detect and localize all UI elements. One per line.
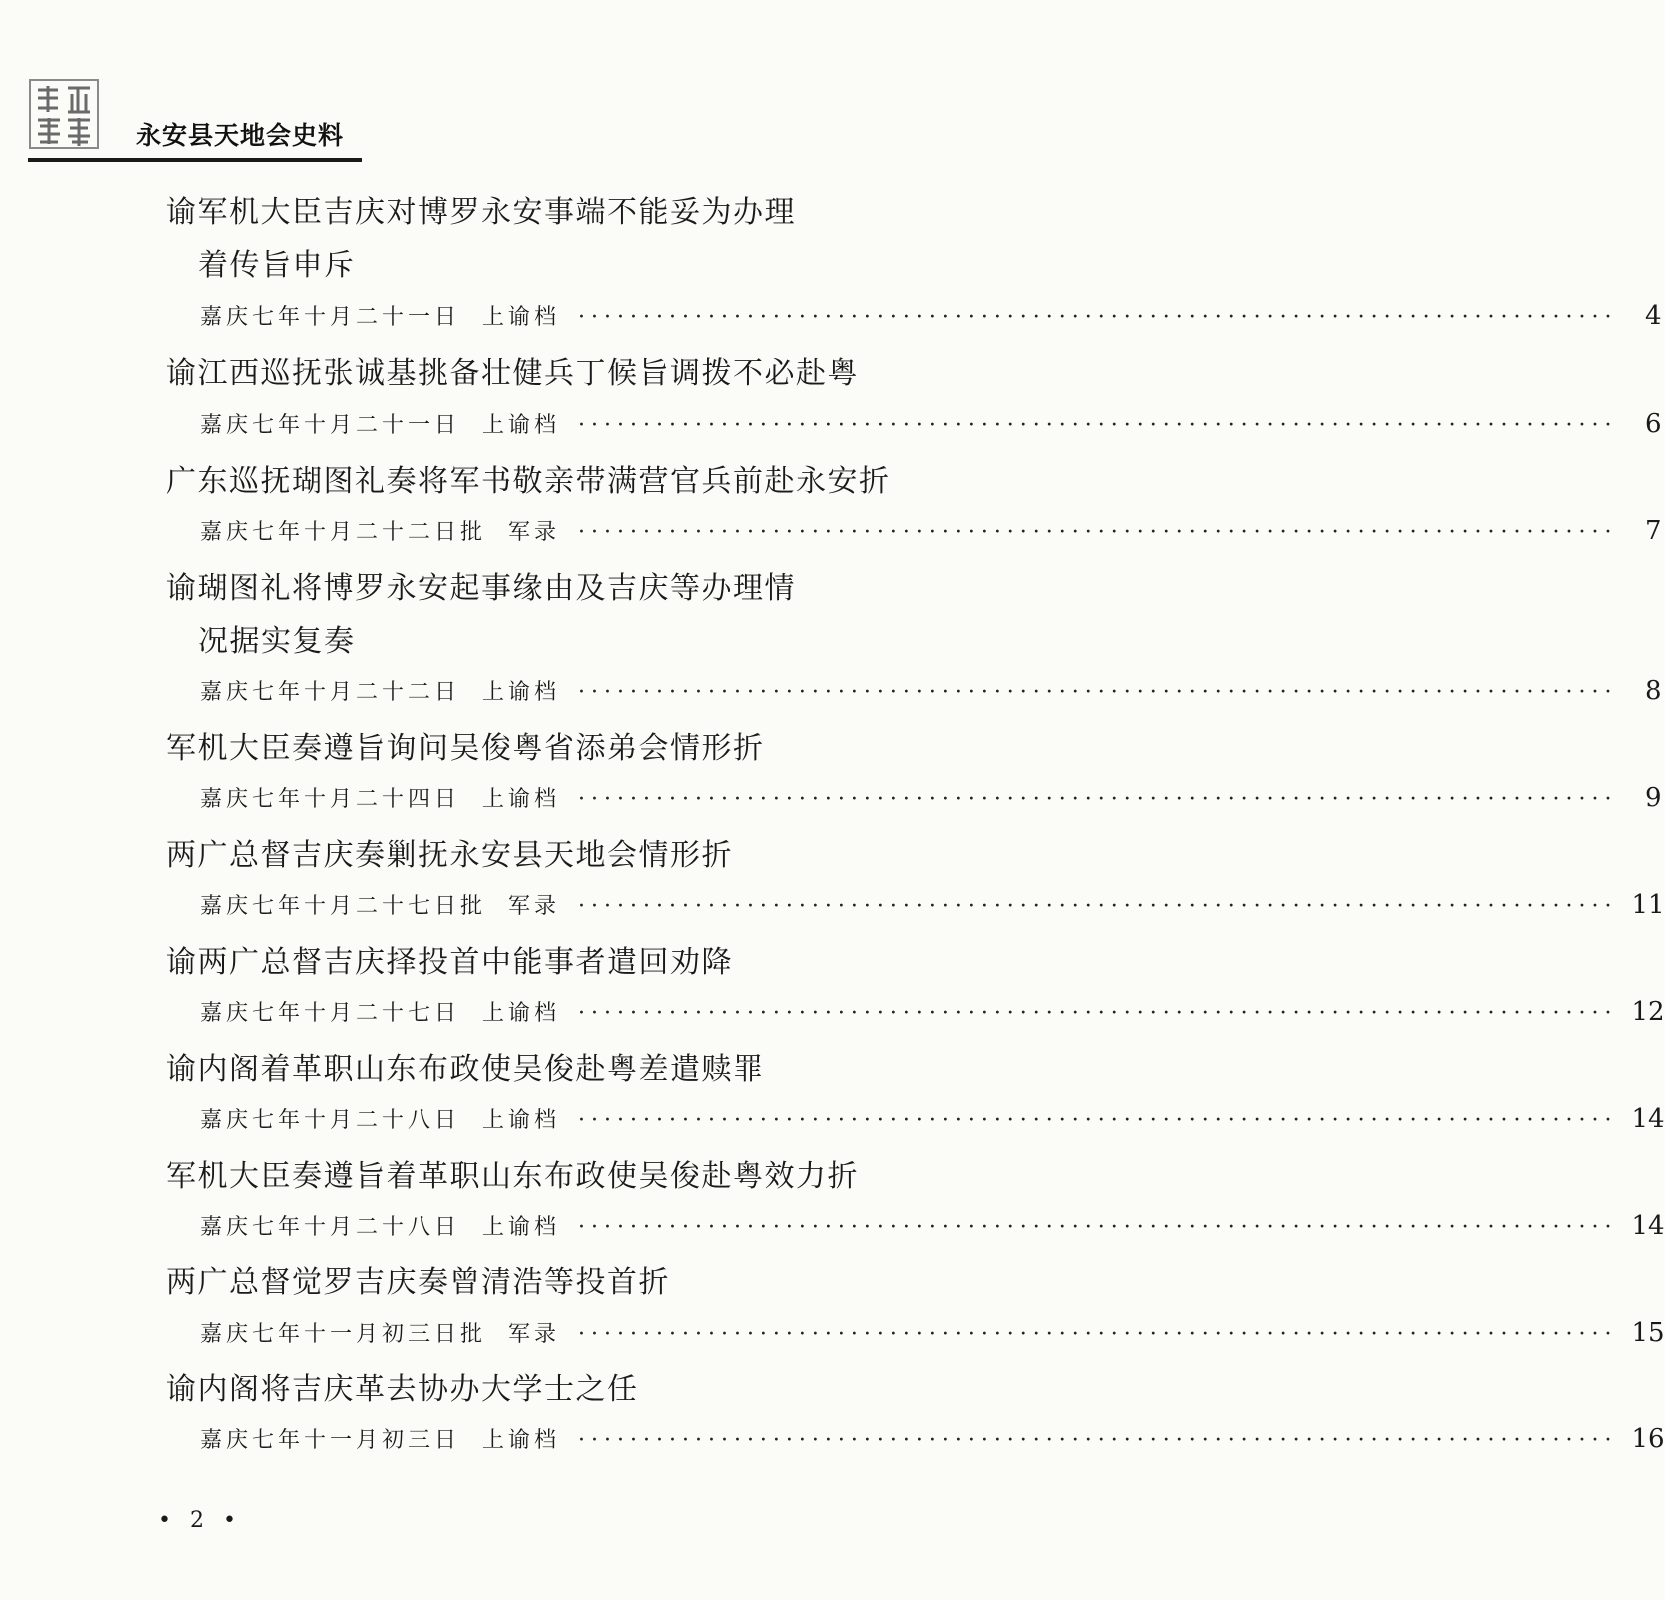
toc-entry-source: 上谕档 xyxy=(482,680,561,705)
toc-entry-page-number[interactable]: 15 xyxy=(1631,1318,1665,1348)
dot-leader: ················································································ xyxy=(578,1322,1618,1347)
toc-entry-date: 嘉庆七年十月二十二日批 xyxy=(200,520,487,545)
toc-entry-page-number[interactable]: 12 xyxy=(1631,997,1665,1027)
toc-entry-title[interactable]: 谕江西巡抚张诚基挑备壮健兵丁候旨调拨不必赴粤 xyxy=(166,356,859,391)
toc-entry-date: 嘉庆七年十月二十八日 xyxy=(200,1215,461,1240)
toc-entry-meta xyxy=(200,1423,1665,1454)
toc-entry-source: 上谕档 xyxy=(482,1215,561,1240)
toc-entry-meta xyxy=(200,1210,1665,1241)
dot-leader: ················································································ xyxy=(578,520,1618,545)
toc-entry-source: 上谕档 xyxy=(482,787,561,812)
dot-leader: ················································································ xyxy=(578,305,1618,330)
toc-entry-meta xyxy=(200,675,1662,706)
toc-entry-date: 嘉庆七年十月二十八日 xyxy=(200,1108,461,1133)
toc-entry-meta xyxy=(200,1103,1665,1134)
toc-entry-meta xyxy=(200,889,1665,920)
toc-entry-date: 嘉庆七年十月二十七日 xyxy=(200,1001,461,1026)
toc-entry-page-number[interactable]: 14 xyxy=(1631,1211,1665,1241)
toc-entry-title[interactable]: 两广总督吉庆奏剿抚永安县天地会情形折 xyxy=(166,838,733,873)
toc-entry-page-number[interactable]: 9 xyxy=(1644,783,1662,813)
toc-entry-title[interactable]: 两广总督觉罗吉庆奏曾清浩等投首折 xyxy=(166,1265,670,1300)
toc-entry-title[interactable]: 谕内阁着革职山东布政使吴俊赴粤差遣赎罪 xyxy=(166,1052,765,1087)
toc-entry-meta xyxy=(200,515,1662,546)
toc-entry-title[interactable]: 广东巡抚瑚图礼奏将军书敬亲带满营官兵前赴永安折 xyxy=(166,464,891,499)
toc-entry-date: 嘉庆七年十一月初三日批 xyxy=(200,1322,487,1347)
toc-entry-title-continued[interactable]: 况据实复奏 xyxy=(198,624,356,659)
toc-entry-page-number[interactable]: 4 xyxy=(1644,301,1662,331)
header-rule xyxy=(28,158,362,162)
toc-entry-meta xyxy=(200,408,1662,439)
toc-entry-date: 嘉庆七年十月二十一日 xyxy=(200,413,461,438)
toc-entry-title[interactable]: 谕两广总督吉庆择投首中能事者遣回劝降 xyxy=(166,945,733,980)
toc-entry-date: 嘉庆七年十一月初三日 xyxy=(200,1428,461,1453)
dot-leader: ················································································ xyxy=(578,413,1618,438)
page-number: • 2 • xyxy=(158,1508,242,1533)
toc-entry-source: 军录 xyxy=(508,1322,561,1347)
toc-entry-page-number[interactable]: 14 xyxy=(1631,1104,1665,1134)
toc-entry-title[interactable]: 军机大臣奏遵旨着革职山东布政使吴俊赴粤效力折 xyxy=(166,1159,859,1194)
toc-entry-page-number[interactable]: 6 xyxy=(1644,409,1662,439)
dot-leader: ················································································ xyxy=(578,787,1618,812)
toc-entry-source: 军录 xyxy=(508,520,561,545)
toc-entry-meta xyxy=(200,1317,1665,1348)
toc-entry-source: 上谕档 xyxy=(482,305,561,330)
toc-entry-title[interactable]: 谕军机大臣吉庆对博罗永安事端不能妥为办理 xyxy=(166,195,796,230)
toc-entry-date: 嘉庆七年十月二十四日 xyxy=(200,787,461,812)
toc-entry-meta xyxy=(200,996,1665,1027)
toc-entry-source: 军录 xyxy=(508,894,561,919)
toc-entry-title-continued[interactable]: 着传旨申斥 xyxy=(198,248,356,283)
seal-logo-icon xyxy=(28,78,100,150)
dot-leader: ················································································ xyxy=(578,894,1618,919)
toc-entry-title[interactable]: 谕瑚图礼将博罗永安起事缘由及吉庆等办理情 xyxy=(166,571,796,606)
toc-entry-date: 嘉庆七年十月二十二日 xyxy=(200,680,461,705)
dot-leader: ················································································ xyxy=(578,1215,1618,1240)
toc-entry-date: 嘉庆七年十月二十一日 xyxy=(200,305,461,330)
dot-leader: ················································································ xyxy=(578,1428,1618,1453)
toc-entry-source: 上谕档 xyxy=(482,413,561,438)
toc-entry-meta xyxy=(200,782,1662,813)
toc-entry-page-number[interactable]: 16 xyxy=(1631,1424,1665,1454)
dot-leader: ················································································ xyxy=(578,1108,1618,1133)
toc-entry-date: 嘉庆七年十月二十七日批 xyxy=(200,894,487,919)
toc-entry-source: 上谕档 xyxy=(482,1108,561,1133)
toc-entry-title[interactable]: 谕内阁将吉庆革去协办大学士之任 xyxy=(166,1372,639,1407)
toc-entry-source: 上谕档 xyxy=(482,1001,561,1026)
running-header-title: 永安县天地会史料 xyxy=(136,121,345,150)
toc-entry-page-number[interactable]: 11 xyxy=(1631,890,1665,920)
dot-leader: ················································································ xyxy=(578,1001,1618,1026)
toc-entry-source: 上谕档 xyxy=(482,1428,561,1453)
toc-entry-page-number[interactable]: 8 xyxy=(1644,676,1662,706)
dot-leader: ················································································ xyxy=(578,680,1618,705)
toc-entry-title[interactable]: 军机大臣奏遵旨询问吴俊粤省添弟会情形折 xyxy=(166,731,765,766)
toc-entry-page-number[interactable]: 7 xyxy=(1644,516,1662,546)
toc-entry-meta xyxy=(200,300,1662,331)
